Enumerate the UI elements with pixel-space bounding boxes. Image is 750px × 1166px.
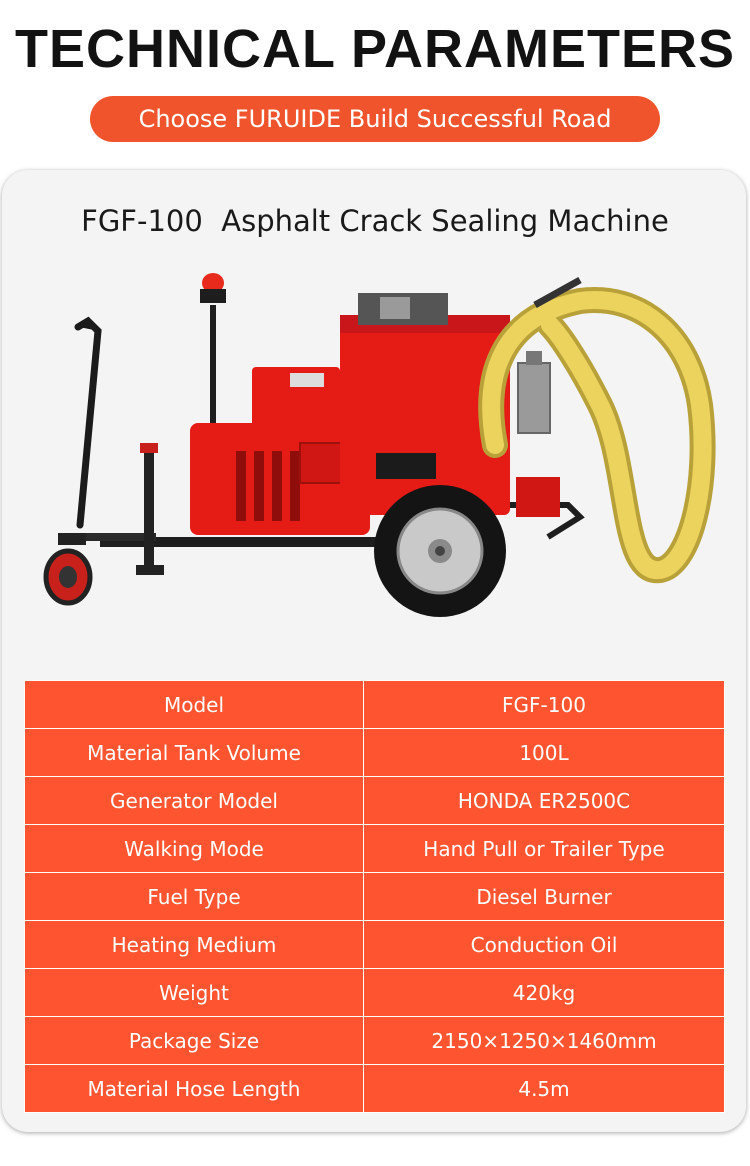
- spec-value: HONDA ER2500C: [364, 777, 725, 825]
- spec-value: 2150×1250×1460mm: [364, 1017, 725, 1065]
- main-wheel: [374, 485, 506, 617]
- table-row: [25, 825, 725, 873]
- table-row: [25, 969, 725, 1017]
- spec-label: Material Tank Volume: [25, 729, 364, 777]
- table-row: [25, 1017, 725, 1065]
- chimney: [518, 351, 550, 433]
- jack-stand: [136, 443, 164, 575]
- table-row: [25, 1065, 725, 1113]
- spec-table: [24, 680, 725, 1113]
- pull-handle: [78, 321, 98, 525]
- page-title: TECHNICAL PARAMETERS: [14, 19, 736, 79]
- spec-label: Generator Model: [25, 777, 364, 825]
- control-box: [252, 367, 340, 427]
- table-row: [25, 729, 725, 777]
- spec-label: Material Hose Length: [25, 1065, 364, 1113]
- beacon-light: [200, 273, 226, 425]
- caster-wheel: [46, 533, 90, 603]
- spec-label: Package Size: [25, 1017, 364, 1065]
- spec-value: Hand Pull or Trailer Type: [364, 825, 725, 873]
- spec-label: Weight: [25, 969, 364, 1017]
- product-title: FGF-100 Asphalt Crack Sealing Machine: [81, 204, 669, 238]
- table-row: [25, 921, 725, 969]
- table-row: [25, 873, 725, 921]
- spec-label: Model: [25, 681, 364, 729]
- spec-value: 4.5m: [364, 1065, 725, 1113]
- table-row: [25, 777, 725, 825]
- spec-label: Heating Medium: [25, 921, 364, 969]
- spec-value: Diesel Burner: [364, 873, 725, 921]
- spec-value: FGF-100: [364, 681, 725, 729]
- machine-image: [40, 265, 720, 635]
- spec-value: 420kg: [364, 969, 725, 1017]
- table-row: [25, 681, 725, 729]
- tagline-banner: Choose FURUIDE Build Successful Road: [90, 96, 660, 142]
- spec-value: 100L: [364, 729, 725, 777]
- hose: [491, 300, 702, 570]
- spec-value: Conduction Oil: [364, 921, 725, 969]
- spec-label: Walking Mode: [25, 825, 364, 873]
- spec-label: Fuel Type: [25, 873, 364, 921]
